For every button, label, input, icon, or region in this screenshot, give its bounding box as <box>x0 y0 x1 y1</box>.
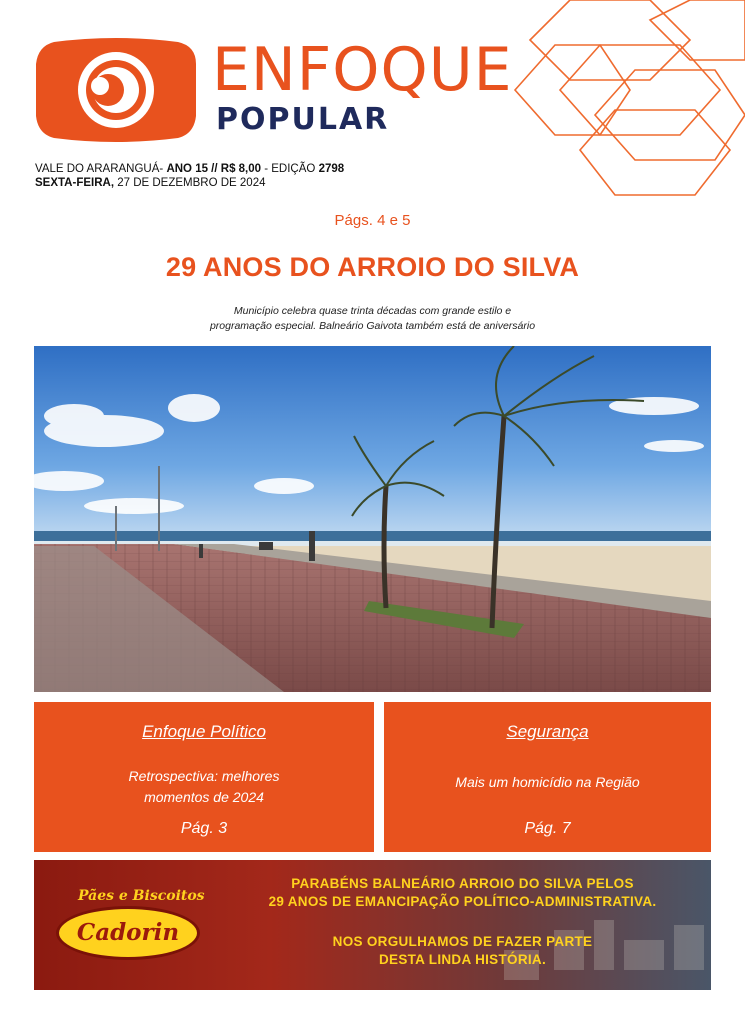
edition-number: 2798 <box>318 163 345 175</box>
ad-line: PARABÉNS BALNEÁRIO ARROIO DO SILVA PELOS <box>291 876 634 891</box>
section-page: Pág. 3 <box>180 820 228 837</box>
ad-line: DESTA LINDA HISTÓRIA. <box>378 952 547 967</box>
subhead-line: Município celebra quase trinta décadas com grande estilo e <box>233 305 512 317</box>
brand-subtitle: POPULAR <box>216 102 390 137</box>
edition-label: - EDIÇÃO <box>261 163 319 175</box>
section-box-politics[interactable] <box>34 702 374 852</box>
hexagon-decoration <box>500 0 745 210</box>
teaser-line: momentos de 2024 <box>144 789 264 805</box>
date-text: 27 DE DEZEMBRO DE 2024 <box>114 177 266 189</box>
weekday-text: SEXTA-FEIRA, <box>35 177 115 189</box>
advertisement-banner[interactable] <box>34 860 711 990</box>
ad-brand-logo: Cadorin <box>56 906 200 960</box>
section-title[interactable]: Segurança <box>506 722 589 741</box>
main-headline: 29 ANOS DO ARROIO DO SILVA <box>165 252 580 282</box>
brand-title: ENFOQUE <box>212 35 513 105</box>
region-text: VALE DO ARARANGUÁ- <box>35 163 167 175</box>
ad-line: NOS ORGULHAMOS DE FAZER PARTE <box>332 934 593 949</box>
section-title[interactable]: Enfoque Político <box>142 722 266 741</box>
edition-info <box>35 162 344 190</box>
subhead-line: programação especial. Balneário Gaivota também está de aniversário <box>209 320 536 332</box>
section-box-security[interactable] <box>384 702 711 852</box>
year-text: ANO 15 <box>166 163 208 175</box>
ad-message-2 <box>214 933 711 969</box>
separator-text: // <box>207 163 221 175</box>
price-text: R$ 8,00 <box>220 163 262 175</box>
subheadline <box>0 304 745 334</box>
eye-logo-icon <box>36 38 196 142</box>
beach-promenade-photo <box>34 346 711 692</box>
teaser-line: Retrospectiva: melhores <box>128 768 280 784</box>
pages-reference: Págs. 4 e 5 <box>334 212 411 229</box>
teaser-line: Mais um homicídio na Região <box>455 774 640 790</box>
section-teaser <box>34 766 374 808</box>
section-teaser <box>384 772 711 793</box>
ad-brand-tagline: Pães e Biscoitos <box>78 888 205 904</box>
ad-message-1 <box>214 875 711 911</box>
ad-line: 29 ANOS DE EMANCIPAÇÃO POLÍTICO-ADMINISTRATIVA. <box>268 894 657 909</box>
section-page: Pág. 7 <box>524 820 571 837</box>
